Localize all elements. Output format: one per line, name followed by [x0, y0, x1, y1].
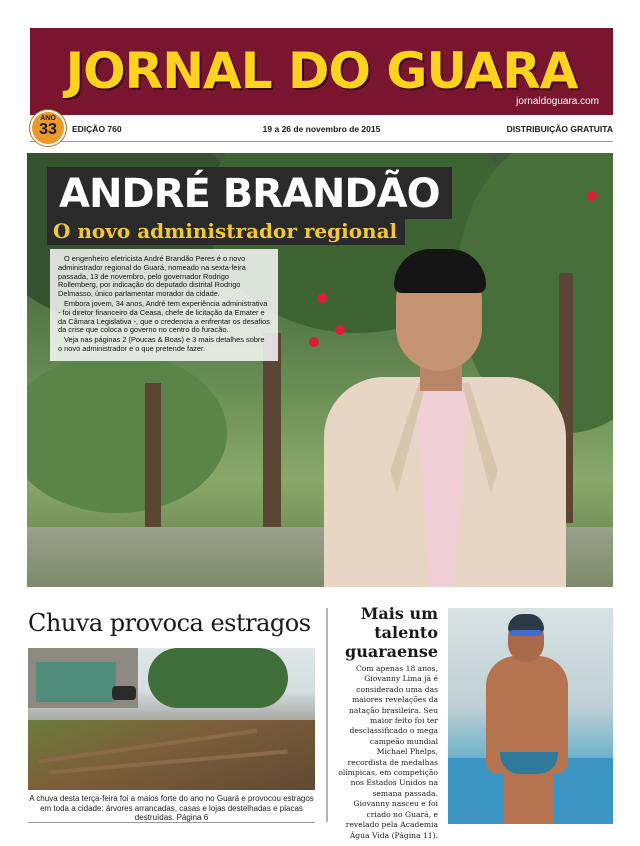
edition-number: EDIÇÃO 760: [72, 124, 122, 134]
newspaper-title: JORNAL DO GUARA: [65, 42, 578, 100]
building: [36, 662, 116, 702]
red-flower: [587, 191, 597, 201]
masthead: [30, 28, 613, 115]
rain-photo[interactable]: [28, 648, 315, 790]
edition-bar: [30, 116, 613, 142]
talent-headline-line: talento: [374, 623, 438, 642]
lead-subtitle: O novo administrador regional: [53, 219, 398, 243]
edition-date: 19 a 26 de novembro de 2015: [262, 124, 381, 134]
parked-car: [112, 686, 136, 700]
swimmer-photo[interactable]: [448, 608, 613, 824]
year-badge-number: 33: [39, 121, 57, 138]
rain-headline[interactable]: Chuva provoca estragos: [28, 609, 311, 637]
rain-caption: A chuva desta terça-feira foi a maios forte do ano no Guará e provocou estragos em toda a cidade: árvores arrancadas, casas e lojas destelhadas e placas destruídas. Página 6: [29, 794, 314, 823]
year-badge-label: ANO: [40, 115, 56, 122]
talent-headline-line: Mais um: [360, 604, 438, 623]
divider: [28, 822, 315, 823]
talent-paragraph: Com apenas 18 anos, Giovanny Lima já é considerado uma das maiores revelações da natação brasileira. Seu maior feito foi ter desclassificado o mega campeão mundial Michael Phelps, recordista de medalhas olímpicas, em competição nos Estados Unidos na semana passada.: [338, 664, 438, 798]
lead-paragraph: Veja nas páginas 2 (Poucas & Boas) e 3 mais detalhes sobre o novo administrador e o que pretende fazer.: [58, 335, 265, 353]
goggles: [510, 630, 542, 636]
background-foliage: [27, 353, 227, 513]
portrait-figure: [282, 249, 572, 587]
lead-text-box: [50, 249, 278, 361]
hair: [394, 249, 486, 293]
lead-name-box: [47, 167, 452, 219]
talent-paragraph: Giovanny nasceu e foi criado no Guará, e revelado pela Academia Água Vida (Página 11).: [345, 799, 438, 840]
lead-subtitle-box: [47, 217, 405, 245]
lead-paragraph: O engenheiro eletricista André Brandão Peres é o novo administrador regional do Guará, nomeado na sexta-feira passada, 13 de novembro, pelo governador Rodrigo Rollemberg, por indicação do deputado distrital Rodrigo Delmasso, único parlamentar morador da cidade.: [58, 254, 246, 299]
swimmer-legs: [504, 774, 554, 824]
talent-headline-line: guaraense: [345, 642, 438, 661]
website-link[interactable]: jornaldoguara.com: [516, 96, 599, 107]
talent-body: [338, 664, 438, 841]
talent-headline[interactable]: [334, 604, 438, 661]
lead-story-photo[interactable]: [27, 153, 613, 587]
distribution-label: DISTRIBUIÇÃO GRATUITA: [506, 124, 613, 134]
lead-paragraph: Embora jovem, 34 anos, André tem experiência administrativa - foi diretor financeiro da Ceasa, chefe de licitação da Emater e da Câmara Legislativa -, que o credencia a enfrentar os desafios da crise que coloca o governo no centro do furacão.: [58, 298, 270, 335]
column-divider: [326, 608, 328, 822]
tree-canopy: [148, 648, 288, 708]
lead-headline[interactable]: ANDRÉ BRANDÃO: [59, 171, 440, 217]
